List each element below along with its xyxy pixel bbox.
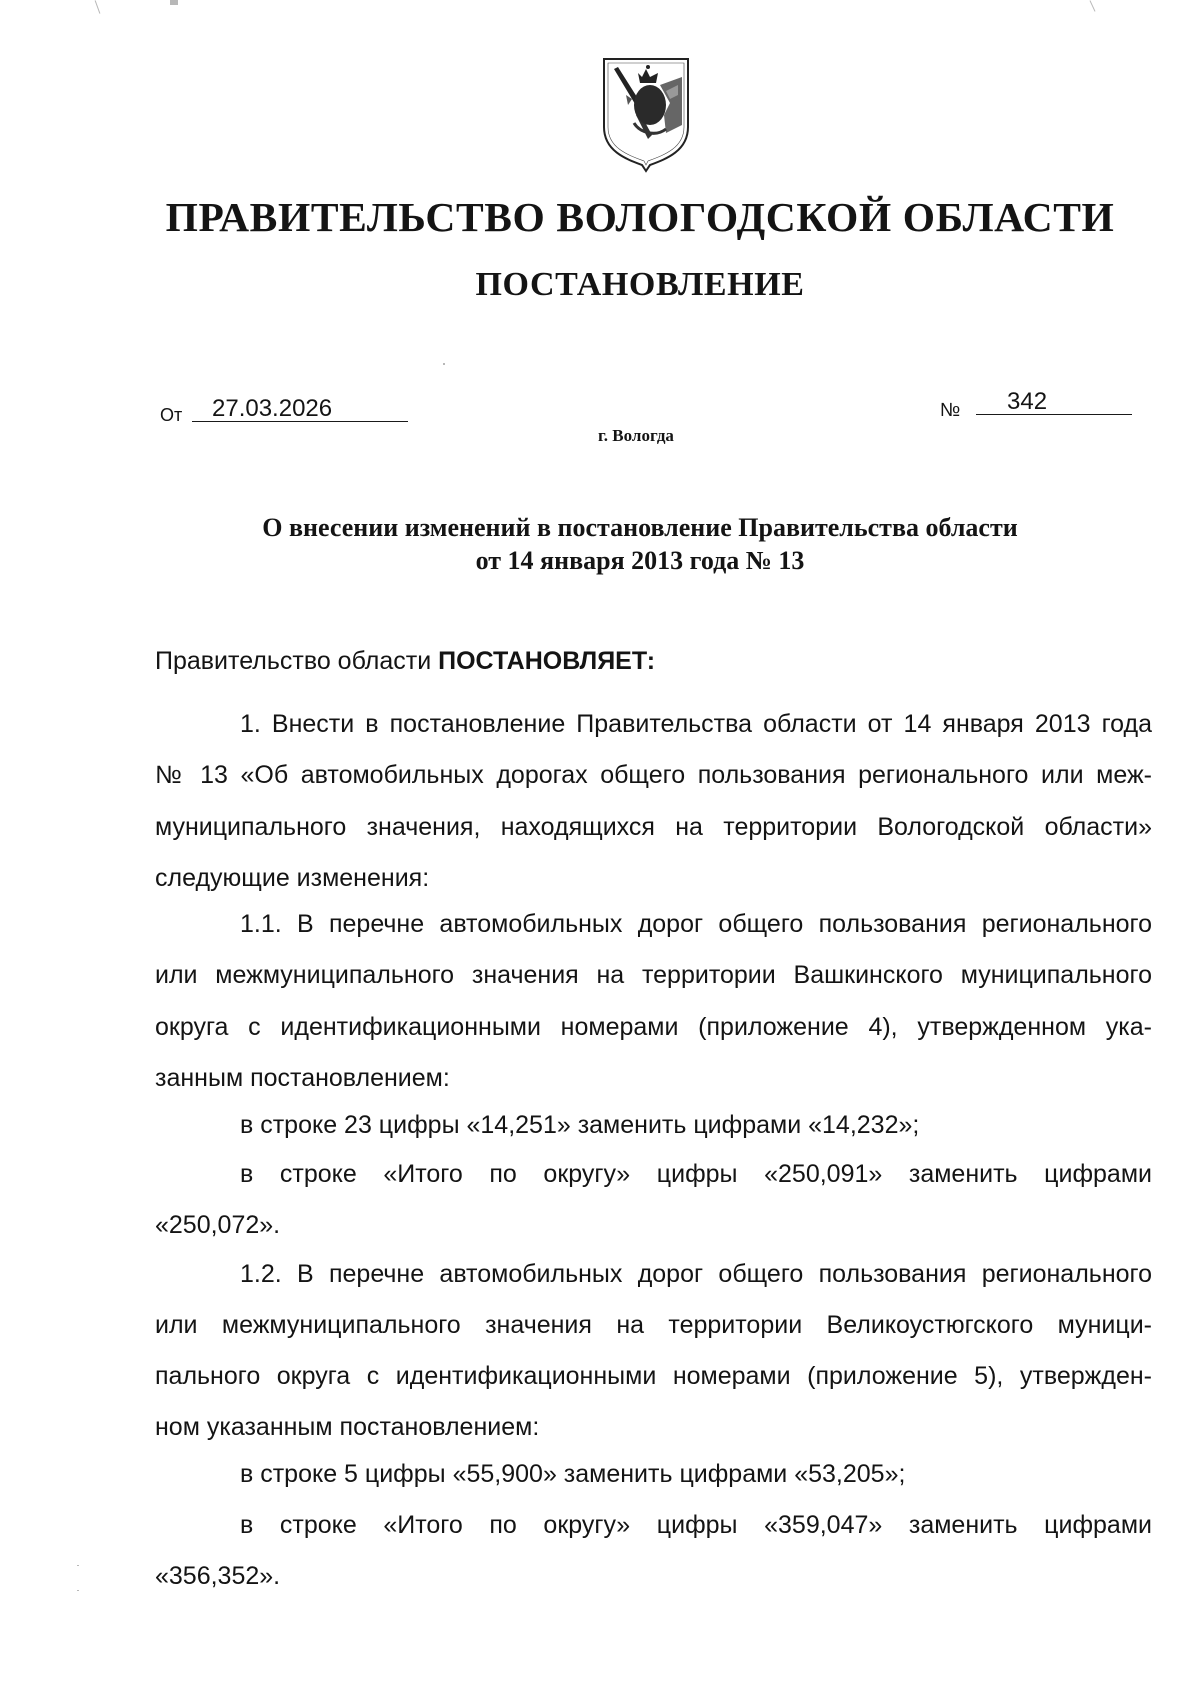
paragraph-line: ном указанным постановлением:	[155, 1413, 540, 1441]
intro-line	[155, 646, 655, 676]
document-date: 27.03.2026	[212, 395, 333, 422]
paragraph-line: или межмуниципального значения на территории Вашкинского муниципального	[155, 961, 1152, 989]
paragraph-line: в строке 23 цифры «14,251» заменить цифрами «14,232»;	[240, 1111, 920, 1139]
paragraph-line: 1. Внести в постановление Правительства области от 14 января 2013 года	[240, 710, 1152, 738]
paragraph-line: в строке «Итого по округу» цифры «359,047» заменить цифрами	[240, 1511, 1152, 1539]
subject-line: О внесении изменений в постановление Правительства области	[262, 513, 1018, 542]
paragraph-line: муниципального значения, находящихся на территории Вологодской области»	[155, 813, 1152, 841]
intro-text: Правительство области	[155, 647, 432, 675]
paragraph-line: 1.1. В перечне автомобильных дорог общего пользования регионального	[240, 910, 1152, 938]
paragraph-line: следующие изменения:	[155, 864, 430, 892]
paragraph-line: № 13 «Об автомобильных дорогах общего пользования регионального или меж-	[155, 761, 1152, 789]
paragraph-line: округа с идентификационными номерами (приложение 4), утвержденном ука-	[155, 1013, 1152, 1041]
document-number: 342	[1007, 388, 1048, 415]
paragraph-line: 1.2. В перечне автомобильных дорог общего пользования регионального	[240, 1260, 1152, 1288]
intro-verb: ПОСТАНОВЛЯЕТ:	[438, 647, 656, 675]
paragraph-line: «356,352».	[155, 1562, 281, 1590]
paragraph-line: в строке 5 цифры «55,900» заменить цифрами «53,205»;	[240, 1460, 906, 1488]
government-title: ПРАВИТЕЛЬСТВО ВОЛОГОДСКОЙ ОБЛАСТИ	[165, 194, 1115, 240]
paragraph-line: занным постановлением:	[155, 1064, 450, 1092]
paragraph-line: или межмуниципального значения на территории Великоустюгского муници-	[155, 1311, 1152, 1339]
paragraph-line: в строке «Итого по округу» цифры «250,091» заменить цифрами	[240, 1160, 1152, 1188]
date-label: От	[160, 405, 183, 425]
city: г. Вологда	[598, 426, 674, 445]
paragraph-line: «250,072».	[155, 1211, 281, 1239]
subject-line: от 14 января 2013 года № 13	[475, 546, 805, 575]
paragraph-line: пального округа с идентификационными номерами (приложение 5), утвержден-	[155, 1362, 1152, 1390]
document-type: ПОСТАНОВЛЕНИЕ	[475, 266, 805, 303]
number-label: №	[940, 400, 961, 421]
